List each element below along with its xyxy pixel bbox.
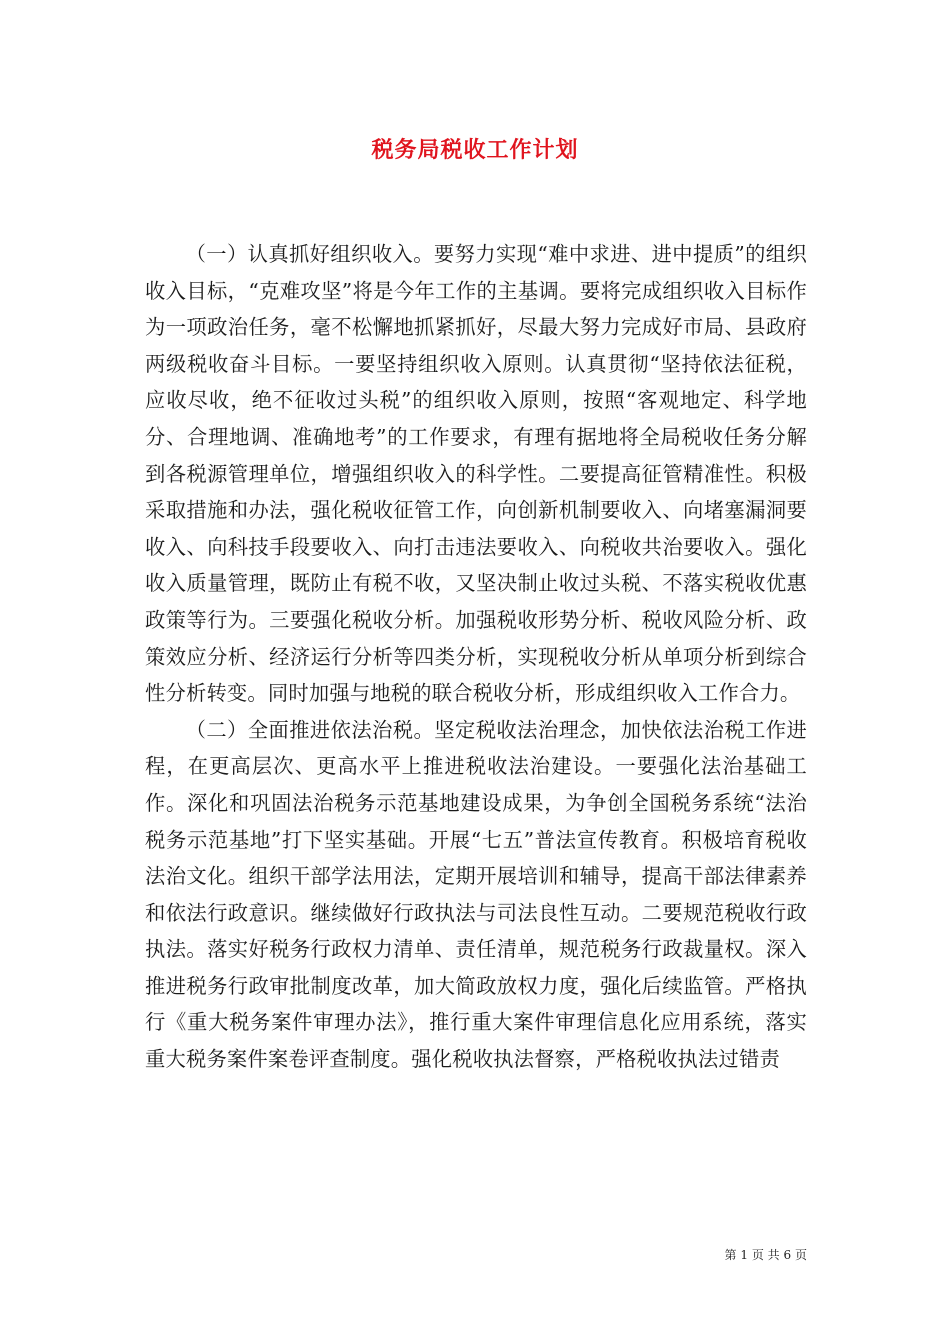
current-page-number: 1 bbox=[740, 1248, 749, 1262]
page-label-suffix: 页 bbox=[794, 1248, 807, 1262]
paragraph-rule-of-law-taxation: （二）全面推进依法治税。坚定税收法治理念，加快依法治税工作进程，在更高层次、更高水平上推进税收法治建设。一要强化法治基础工作。深化和巩固法治税务示范基地建设成果，为争创全国税务系统“法治税务示范基地”打下坚实基础。开展“七五”普法宣传教育。积极培育税收法治文化。组织干部学法用法，定期开展培训和辅导，提高干部法律素养和依法行政意识。继续做好行政执法与司法良性互动。二要规范税收行政执法。落实好税务行政权力清单、责任清单，规范税务行政裁量权。深入推进税务行政审批制度改革，加大简政放权力度，强化后续监管。严格执行《重大税务案件审理办法》，推行重大案件审理信息化应用系统，落实重大税务案件案卷评查制度。强化税收执法督察，严格税收执法过错责 bbox=[145, 717, 807, 1072]
page-label-middle: 页 共 bbox=[751, 1248, 780, 1262]
page-label-prefix: 第 bbox=[724, 1248, 737, 1262]
paragraph-organize-revenue: （一）认真抓好组织收入。要努力实现“难中求进、进中提质”的组织收入目标，“克难攻坚”将是今年工作的主基调。要将完成组织收入目标作为一项政治任务，毫不松懈地抓紧抓好，尽最大努力完成好市局、县政府两级税收奋斗目标。一要坚持组织收入原则。认真贯彻“坚持依法征税，应收尽收，绝不征收过头税”的组织收入原则，按照“客观地定、科学地分、合理地调、准确地考”的工作要求，有理有据地将全局税收任务分解到各税源管理单位，增强组织收入的科学性。二要提高征管精准性。积极采取措施和办法，强化税收征管工作，向创新机制要收入、向堵塞漏洞要收入、向科技手段要收入、向打击违法要收入、向税收共治要收入。强化收入质量管理，既防止有税不收，又坚决制止收过头税、不落实税收优惠政策等行为。三要强化税收分析。加强税收形势分析、税收风险分析、政策效应分析、经济运行分析等四类分析，实现税收分析从单项分析到综合性分析转变。同时加强与地税的联合税收分析，形成组织收入工作合力。 bbox=[145, 242, 807, 706]
total-pages-number: 6 bbox=[783, 1248, 792, 1262]
document-body bbox=[145, 236, 807, 1078]
document-title: 税务局税收工作计划 bbox=[371, 137, 579, 163]
page-number-footer bbox=[725, 1247, 807, 1263]
